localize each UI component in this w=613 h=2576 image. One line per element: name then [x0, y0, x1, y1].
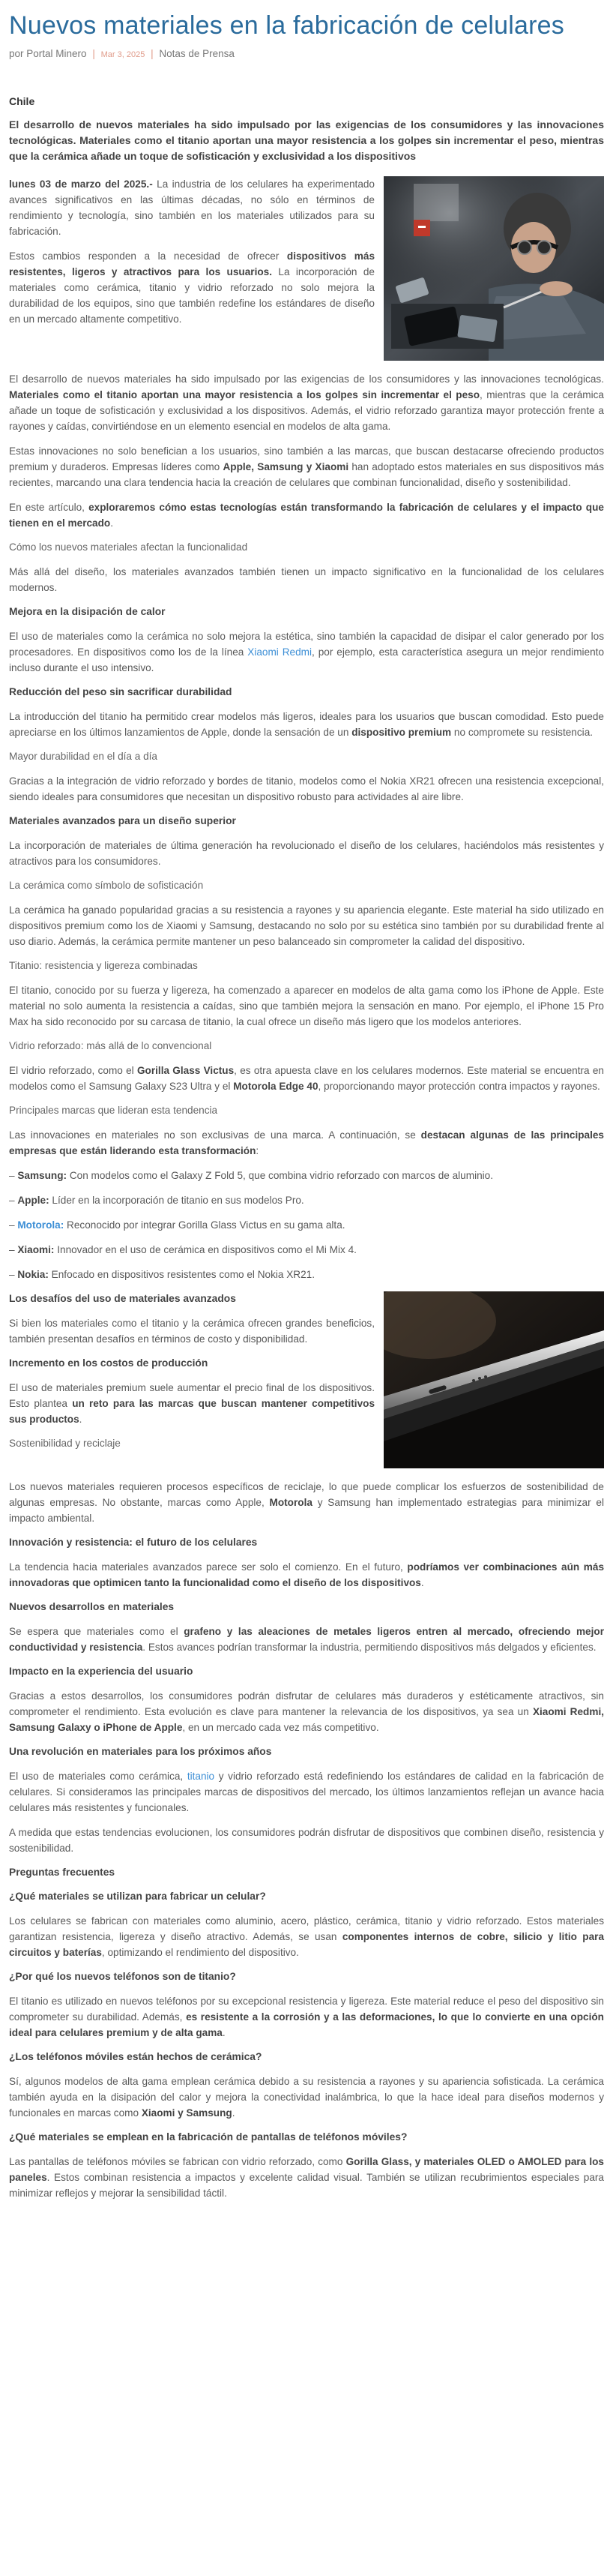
section-heading: Nuevos desarrollos en materiales [9, 1601, 175, 1612]
section-heading: Materiales avanzados para un diseño superior [9, 815, 236, 826]
list-item: – Nokia: Enfocado en dispositivos resistentes como el Nokia XR21. [9, 1269, 315, 1280]
faq-question: ¿Por qué los nuevos teléfonos son de titanio? [9, 1971, 236, 1982]
dateline: lunes 03 de marzo del 2025.- [9, 178, 153, 190]
faq-answer: El titanio es utilizado en nuevos teléfonos por su excepcional resistencia y ligereza. Este material reduce el peso del dispositivo sin comprometer su durabilidad. Además, es resistente a la corrosión y a las deformaciones, lo que lo convierte en una opción ideal para celulares premium y de alta gama. [9, 1996, 604, 2038]
section-heading: Los desafíos del uso de materiales avanzados [9, 1293, 236, 1304]
section-heading: Mejora en la disipación de calor [9, 606, 166, 617]
paragraph: La incorporación de materiales de última generación ha revolucionado el diseño de los celulares, haciéndolos más resistentes y atractivos para los consumidores. [9, 840, 604, 867]
list-item: – Apple: Líder en la incorporación de titanio en sus modelos Pro. [9, 1195, 304, 1206]
paragraph: En este artículo, exploraremos cómo estas tecnologías están transformando la fabricación de celulares y el impacto que tienen en el mercado. [9, 502, 604, 529]
section-heading: Reducción del peso sin sacrificar durabilidad [9, 686, 232, 697]
meta-separator: | [92, 48, 95, 59]
repair-workshop-image [384, 176, 604, 361]
paragraph: Las innovaciones en materiales no son exclusivas de una marca. A continuación, se destacan algunas de las principales empresas que están liderando esta transformación: [9, 1129, 604, 1156]
motorola-link[interactable]: Motorola: [17, 1219, 64, 1231]
paragraph: El desarrollo de nuevos materiales ha sido impulsado por las exigencias de los consumidores y las innovaciones tecnológicas. Materiales como el titanio aportan una mayor resistencia a los golpes sin incrementar el peso, mientras que la cerámica añade un toque de sofisticación y exclusividad a los dispositivos. Además, el vidrio reforzado garantiza mayor protección frente a rayones y caídas, convirtiéndose en un elemento esencial en modelos de alta gama. [9, 373, 604, 432]
subheading: La cerámica como símbolo de sofisticación [9, 880, 204, 891]
paragraph: Se espera que materiales como el grafeno y las aleaciones de metales ligeros entren al mercado, ofreciendo mejor conductividad y resistencia. Estos avances podrían transformar la industria, permitiendo dispositivos más delgados y eficientes. [9, 1626, 604, 1653]
faq-answer: Las pantallas de teléfonos móviles se fabrican con vidrio reforzado, como Gorilla Glass, y materiales OLED o AMOLED para los paneles. Estos combinan resistencia a impactos y excelente calidad visual. También se utilizan recubrimientos especiales para minimizar reflejos y mejorar la sensibilidad táctil. [9, 2156, 604, 2199]
subheading: Sostenibilidad y reciclaje [9, 1438, 121, 1449]
paragraph: Los nuevos materiales requieren procesos específicos de reciclaje, lo que puede complicar los esfuerzos de sostenibilidad de algunas empresas. No obstante, marcas como Apple, Motorola y Samsung han implementado estrategias para minimizar el impacto ambiental. [9, 1481, 604, 1524]
subheading: Principales marcas que lideran esta tendencia [9, 1105, 218, 1116]
paragraph: A medida que estas tendencias evolucionen, los consumidores podrán disfrutar de dispositivos que combinen diseño, resistencia y sostenibilidad. [9, 1827, 604, 1854]
subheading: Mayor durabilidad en el día a día [9, 751, 157, 762]
paragraph: Si bien los materiales como el titanio y la cerámica ofrecen grandes beneficios, también presentan desafíos en términos de costo y disponibilidad. [9, 1318, 375, 1345]
paragraph: Estos cambios responden a la necesidad de ofrecer dispositivos más resistentes, ligeros y atractivos para los usuarios. La incorporación de materiales como cerámica, titanio y vidrio reforzado no solo mejora la durabilidad de los equipos, sino que también redefine los estándares de diseño en un mercado altamente competitivo. [9, 250, 375, 325]
titanio-link[interactable]: titanio [187, 1771, 215, 1782]
list-item: – Samsung: Con modelos como el Galaxy Z Fold 5, que combina vidrio reforzado con marcos de aluminio. [9, 1170, 494, 1181]
meta-separator: | [151, 48, 154, 59]
phone-edge-image [384, 1291, 604, 1468]
post-date: Mar 3, 2025 [100, 50, 145, 59]
paragraph: El titanio, conocido por su fuerza y ligereza, ha comenzado a aparecer en modelos de alta gama como los iPhone de Apple. Este material no solo aumenta la resistencia a caídas, sino que también mejora la sensación en mano. Por ejemplo, el iPhone 15 Pro Max ha sido reconocido por su carcasa de titanio, la cual ofrece un diseño más ligero que los modelos anteriores. [9, 985, 604, 1027]
xiaomi-redmi-link[interactable]: Xiaomi Redmi [247, 646, 312, 658]
author-prefix: por [9, 48, 27, 59]
faq-question: ¿Qué materiales se utilizan para fabricar un celular? [9, 1891, 266, 1902]
subheading: Vidrio reforzado: más allá de lo convencional [9, 1040, 212, 1051]
paragraph: La cerámica ha ganado popularidad gracias a su resistencia a rayones y su apariencia elegante. Este material ha sido utilizado en dispositivos premium como los de Xiaomi y Samsung, destacando no solo por su estética sino también por su durabilidad frente al uso diario. Además, la cerámica permite mantener un peso balanceado sin comprometer la calidad del dispositivo. [9, 904, 604, 947]
faq-answer: Sí, algunos modelos de alta gama emplean cerámica debido a su resistencia a rayones y su apariencia sofisticada. La cerámica también ayuda en la disipación del calor y mejora la conectividad inalámbrica, lo que la hace ideal para diseños modernos y funcionales en marcas como Xiaomi y Samsung. [9, 2076, 604, 2119]
list-item: – Motorola: Reconocido por integrar Gorilla Glass Victus en su gama alta. [9, 1219, 345, 1231]
subheading: Titanio: resistencia y ligereza combinadas [9, 960, 198, 971]
faq-answer: Los celulares se fabrican con materiales como aluminio, acero, plástico, cerámica, titanio y vidrio reforzado. Estos materiales garantizan resistencia, ligereza y diseño atractivo. Además, se usan componentes internos de cobre, silicio y litio para circuitos y baterías, optimizando el rendimiento del dispositivo. [9, 1915, 604, 1958]
section-heading: Impacto en la experiencia del usuario [9, 1666, 193, 1677]
faq-question: ¿Qué materiales se emplean en la fabricación de pantallas de teléfonos móviles? [9, 2131, 408, 2143]
page-title: Nuevos materiales en la fabricación de celulares [9, 11, 564, 40]
post-meta [9, 48, 604, 59]
list-item: – Xiaomi: Innovador en el uso de cerámica en dispositivos como el Mi Mix 4. [9, 1244, 357, 1255]
paragraph: El vidrio reforzado, como el Gorilla Glass Victus, es otra apuesta clave en los celulares modernos. Este material se encuentra en modelos como el Samsung Galaxy S23 Ultra y el Motorola Edge 40, proporcionando mayor protección contra impactos y rayones. [9, 1065, 604, 1092]
category-link[interactable]: Notas de Prensa [159, 48, 235, 59]
dateline-country: Chile [9, 95, 35, 107]
paragraph: El uso de materiales como cerámica, titanio y vidrio reforzado está redefiniendo los estándares de calidad en la fabricación de celulares. Si consideramos las principales marcas de dispositivos del mercado, los últimos lanzamientos reflejan un avance hacia celulares más resistentes y funcionales. [9, 1771, 604, 1813]
lead-paragraph: El desarrollo de nuevos materiales ha sido impulsado por las exigencias de los consumidores y las innovaciones tecnológicas. Materiales como el titanio aportan una mayor resistencia a los golpes sin incrementar el peso, mientras que la cerámica añade un toque de sofisticación y exclusividad a los dispositivos [9, 118, 604, 162]
paragraph: Gracias a la integración de vidrio reforzado y bordes de titanio, modelos como el Nokia XR21 ofrecen una resistencia excepcional, siendo ideales para consumidores que necesitan un dispositivo robusto para actividades al aire libre. [9, 775, 604, 802]
subheading: Cómo los nuevos materiales afectan la funcionalidad [9, 541, 248, 553]
author-link[interactable]: Portal Minero [26, 48, 87, 59]
section-heading: Innovación y resistencia: el futuro de los celulares [9, 1537, 258, 1548]
paragraph: La tendencia hacia materiales avanzados parece ser solo el comienzo. En el futuro, podríamos ver combinaciones aún más innovadoras que optimicen tanto la funcionalidad como el diseño de los dispositivos. [9, 1561, 605, 1588]
paragraph: El uso de materiales como la cerámica no solo mejora la estética, sino también la capacidad de disipar el calor generado por los procesadores. En dispositivos como los de la línea Xiaomi Redmi, por ejemplo, esta característica asegura un mejor rendimiento incluso durante el uso intensivo. [9, 631, 605, 673]
paragraph: Más allá del diseño, los materiales avanzados también tienen un impacto significativo en la funcionalidad de los celulares modernos. [9, 566, 604, 593]
paragraph: La introducción del titanio ha permitido crear modelos más ligeros, ideales para los usuarios que buscan comodidad. Esto puede apreciarse en los últimos lanzamientos de Apple, donde la sensación de un dispositivo premium no compromete su resistencia. [9, 711, 604, 738]
faq-question: ¿Los teléfonos móviles están hechos de cerámica? [9, 2051, 262, 2062]
section-heading: Incremento en los costos de producción [9, 1357, 208, 1369]
section-heading: Una revolución en materiales para los próximos años [9, 1746, 272, 1757]
faq-heading: Preguntas frecuentes [9, 1867, 115, 1878]
paragraph: Estas innovaciones no solo benefician a los usuarios, sino también a las marcas, que buscan destacarse ofreciendo productos premium y duraderos. Empresas líderes como Apple, Samsung y Xiaomi han adoptado estos materiales en sus dispositivos más recientes, marcando una clara tendencia hacia la creación de celulares que combinan funcionalidad, diseño y sostenibilidad. [9, 445, 604, 488]
paragraph: El uso de materiales premium suele aumentar el precio final de los dispositivos. Esto plantea un reto para las marcas que buscan mantener competitivos sus productos. [9, 1382, 375, 1425]
paragraph: Gracias a estos desarrollos, los consumidores podrán disfrutar de celulares más duraderos y estéticamente atractivos, sin comprometer el rendimiento. Esta evolución es clave para mantener la relevancia de los dispositivos, ya sea un Xiaomi Redmi, Samsung Galaxy o iPhone de Apple, en un mercado cada vez más competitivo. [9, 1690, 605, 1733]
paragraph: lunes 03 de marzo del 2025.- La industria de los celulares ha experimentado avances significativos en las últimas décadas, no sólo en términos de rendimiento y tecnología, sino también en los materiales utilizados para su fabricación. [9, 178, 375, 237]
